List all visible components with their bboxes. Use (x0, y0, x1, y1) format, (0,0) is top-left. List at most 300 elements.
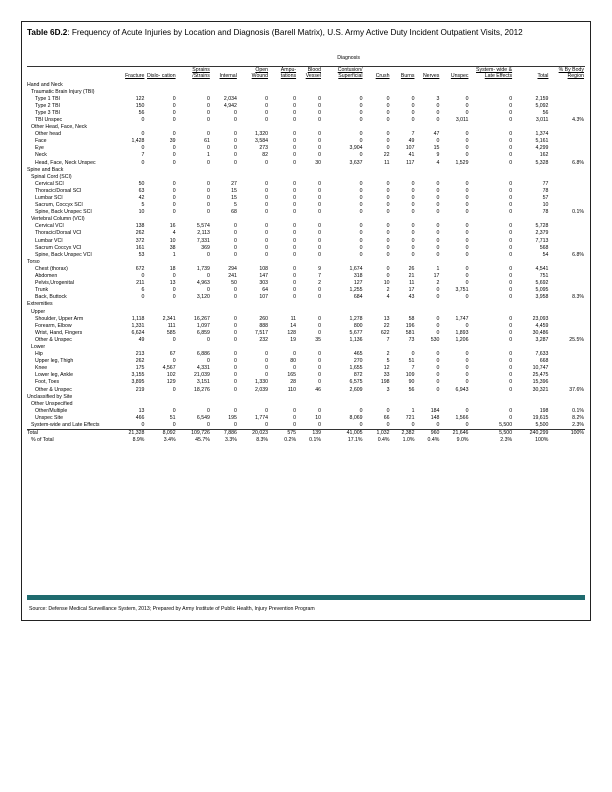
row-label: Foot, Toes (35, 379, 60, 386)
table-cell: 0 (265, 195, 269, 201)
table-cell: 0 (465, 223, 469, 230)
table-cell: 0 (172, 195, 176, 201)
table-cell: 0 (509, 386, 513, 393)
row-label: Forearm, Elbow (35, 322, 72, 329)
column-header: Nerves (422, 73, 440, 80)
table-cell: 0 (359, 407, 363, 414)
table-cell: 0 (386, 265, 390, 272)
table-cell: 5,500 (535, 422, 549, 428)
table-cell (364, 216, 391, 223)
row-label: Thoracic/Dorsal SCI (35, 187, 82, 194)
row-label: Other & Unspec (35, 386, 72, 393)
table-cell: 0 (233, 116, 237, 123)
table-cell: 0 (233, 159, 237, 166)
table-cell: 0 (465, 265, 469, 272)
table-cell: 721 (405, 414, 415, 421)
table-cell: 4 (436, 159, 440, 166)
table-cell: 1,529 (455, 159, 469, 166)
table-cell: 0 (265, 223, 269, 230)
table-cell (177, 89, 211, 96)
table-cell: 0 (436, 422, 440, 428)
table-row (27, 273, 585, 280)
table-cell (549, 245, 585, 252)
table-cell: 78 (542, 187, 549, 194)
row-label: Other Head, Face, Neck (31, 124, 87, 131)
table-cell: 57 (542, 195, 549, 201)
table-cell (469, 301, 513, 308)
table-cell (549, 330, 585, 337)
table-cell: 0 (318, 230, 321, 237)
table-cell: 0 (359, 95, 363, 102)
table-cell: 100% (549, 430, 585, 438)
table-cell: 90 (408, 379, 415, 386)
table-cell (145, 167, 176, 174)
table-cell: 10 (542, 202, 549, 209)
table-cell: 5,574 (196, 223, 210, 230)
row-label: Back, Buttock (35, 294, 67, 301)
table-cell: 184 (430, 407, 440, 414)
column-header: Unspec (450, 73, 469, 80)
row-label: Chest (thorax) (35, 265, 68, 272)
table-cell: 56 (408, 386, 415, 393)
table-cell: 21 (408, 273, 415, 280)
table-cell: 30,486 (532, 329, 549, 336)
table-cell (364, 309, 391, 316)
row-label: Type 3 TBI (35, 109, 60, 116)
table-cell: 0 (141, 131, 145, 138)
table-cell (112, 174, 145, 181)
table-cell: 0 (233, 386, 237, 393)
table-cell: 7,886 (211, 430, 238, 438)
table-cell (549, 124, 585, 131)
table-cell (549, 437, 585, 444)
table-cell: 0 (318, 237, 321, 244)
table-cell: 0 (359, 116, 363, 123)
table-cell: 0 (172, 145, 176, 152)
table-cell (549, 309, 585, 316)
table-cell: 0 (318, 372, 321, 379)
table-cell: 0 (436, 351, 440, 358)
table-cell: 0 (386, 109, 390, 116)
table-cell (513, 394, 549, 401)
table-cell: 2,341 (162, 315, 176, 322)
table-cell: 0 (411, 102, 415, 109)
table-cell: 0 (233, 358, 237, 365)
table-cell: 0 (293, 131, 297, 138)
table-row (27, 301, 585, 308)
table-cell: 0 (465, 145, 469, 152)
table-cell (269, 167, 297, 174)
table-cell: 0 (359, 223, 363, 230)
table-cell: 0 (509, 273, 513, 280)
table-cell: 37.6% (569, 386, 584, 393)
table-cell: 0 (172, 294, 176, 301)
table-cell: 0 (509, 230, 513, 237)
table-cell (322, 167, 364, 174)
table-cell: 0 (411, 180, 415, 187)
table-cell: 0 (318, 422, 321, 428)
table-cell: 0 (265, 95, 269, 102)
table-cell: 0 (436, 315, 440, 322)
table-cell: 4,567 (162, 365, 176, 372)
table-cell: 12 (383, 365, 390, 372)
table-cell: 0 (465, 195, 469, 201)
table-cell: 3,120 (196, 294, 210, 301)
table-row (27, 344, 585, 351)
table-cell (549, 344, 585, 351)
row-label: Other & Unspec (35, 336, 72, 343)
table-cell: 318 (353, 273, 363, 280)
table-cell: 0 (206, 180, 210, 187)
table-cell: 888 (259, 322, 269, 329)
table-cell (238, 216, 269, 223)
table-cell: 1,097 (196, 322, 210, 329)
table-cell: 80 (290, 358, 297, 365)
table-cell: 0 (436, 230, 440, 237)
table-cell: 0 (465, 237, 469, 244)
table-cell (549, 358, 585, 365)
table-cell: 0 (509, 414, 513, 421)
table-cell: 1 (436, 265, 440, 272)
table-cell: 1.0% (402, 437, 415, 444)
table-cell (297, 216, 322, 223)
table-cell (269, 401, 297, 408)
table-cell: 19 (290, 336, 297, 343)
table-cell: 0 (386, 230, 390, 237)
table-cell: 49 (408, 138, 415, 145)
column-header: Dislo- cation (147, 73, 176, 80)
table-cell: 8,069 (349, 414, 363, 421)
table-cell (513, 309, 549, 316)
table-cell (269, 344, 297, 351)
table-cell: 0 (172, 287, 176, 294)
table-cell (513, 401, 549, 408)
table-cell: 0 (436, 365, 440, 372)
table-cell: 19,615 (532, 414, 549, 421)
table-cell: 198 (539, 407, 549, 414)
table-cell: 6,549 (196, 414, 210, 421)
table-cell: 0 (465, 202, 469, 209)
table-row (27, 216, 585, 223)
table-cell: 0 (509, 365, 513, 372)
table-cell (177, 394, 211, 401)
table-cell: 4,942 (223, 102, 237, 109)
table-cell (297, 401, 322, 408)
table-cell: 2 (386, 287, 390, 294)
column-header: Blood Vessel (305, 67, 321, 80)
table-cell (549, 230, 585, 237)
table-cell: 77 (542, 180, 549, 187)
table-cell: 18 (169, 265, 176, 272)
row-label: Spine, Back Unspec SCI (35, 209, 92, 216)
table-row (27, 174, 585, 181)
table-cell: 15 (433, 145, 440, 152)
table-cell (549, 216, 585, 223)
table-cell (322, 174, 364, 181)
table-cell: 3,904 (349, 145, 363, 152)
table-cell (297, 309, 322, 316)
row-label: Type 2 TBI (35, 102, 60, 109)
table-cell: 0 (509, 152, 513, 159)
table-cell: 13 (383, 315, 390, 322)
table-cell: 0 (411, 202, 415, 209)
table-row (27, 209, 585, 216)
table-cell (211, 82, 238, 89)
table-row (27, 372, 585, 379)
table-cell: 0 (436, 251, 440, 258)
table-cell (238, 309, 269, 316)
table-cell (513, 259, 549, 266)
table-cell: 0 (206, 195, 210, 201)
table-cell: 7 (411, 131, 415, 138)
table-cell (112, 82, 145, 89)
table-cell: 0 (233, 145, 237, 152)
table-cell: 2 (386, 351, 390, 358)
table-cell: 0 (411, 223, 415, 230)
table-cell: 0.4% (377, 437, 390, 444)
table-cell: 0 (386, 138, 390, 145)
row-label: Spine and Back (27, 166, 64, 173)
table-body (27, 82, 585, 445)
table-cell: 530 (430, 336, 440, 343)
table-cell: 3 (436, 95, 440, 102)
table-cell: 0 (436, 237, 440, 244)
table-cell: 0 (265, 102, 269, 109)
table-cell: 0 (265, 237, 269, 244)
table-cell: 7,713 (535, 237, 549, 244)
table-cell: 0 (465, 351, 469, 358)
table-cell: 0 (509, 159, 513, 166)
table-cell: 7 (318, 273, 321, 280)
table-cell (469, 344, 513, 351)
table-cell: 0 (465, 322, 469, 329)
table-cell (322, 82, 364, 89)
table-cell: 41 (408, 152, 415, 159)
table-cell: 0 (386, 407, 390, 414)
table-cell: 3,155 (131, 372, 145, 379)
column-header: Open Wound (251, 67, 269, 80)
table-cell: 1 (411, 407, 415, 414)
table-cell: 17 (408, 287, 415, 294)
table-cell: 211 (136, 280, 145, 287)
table-cell: 0 (293, 109, 297, 116)
table-cell: 0 (318, 322, 321, 329)
table-cell: 0 (318, 152, 321, 159)
table-cell: 0 (411, 351, 415, 358)
table-cell (549, 280, 585, 287)
row-label: Unclassified by Site (27, 393, 73, 400)
table-cell: 4,963 (196, 280, 210, 287)
table-cell: 23,093 (532, 315, 549, 322)
table-cell: 3.3% (225, 437, 237, 444)
table-cell: 0 (359, 180, 363, 187)
table-cell: 0 (293, 95, 297, 102)
table-cell: 0 (141, 294, 145, 301)
table-cell (238, 344, 269, 351)
row-label: System-wide and Late Effects (31, 422, 100, 428)
table-cell: 8.3% (256, 437, 269, 444)
row-label: Other/Multiple (35, 407, 68, 414)
table-cell: 0 (465, 379, 469, 386)
table-cell: 0 (386, 202, 390, 209)
table-cell (177, 259, 211, 266)
table-cell (211, 216, 238, 223)
diagnosis-group-row (27, 55, 585, 67)
table-cell: 241 (228, 273, 237, 280)
row-label: Lower leg, Ankle (35, 372, 74, 379)
table-cell: 0 (233, 131, 237, 138)
table-cell: 2,113 (197, 230, 210, 237)
table-cell: 0 (465, 138, 469, 145)
table-cell: 0 (465, 187, 469, 194)
table-row (27, 89, 585, 96)
table-cell: 466 (135, 414, 145, 421)
table-cell: 0 (233, 294, 237, 301)
table-cell: 0 (293, 180, 297, 187)
table-cell (549, 167, 585, 174)
table-cell: 0 (141, 116, 145, 123)
table-cell: 684 (353, 294, 363, 301)
table-cell (415, 82, 440, 89)
table-cell: 0 (293, 422, 297, 428)
row-label: Sacrum Coccyx VCI (35, 244, 82, 251)
table-cell: 0 (265, 187, 269, 194)
table-cell: 5,092 (535, 102, 549, 109)
table-cell: 273 (259, 145, 269, 152)
table-cell: 0 (359, 131, 363, 138)
table-cell (177, 401, 211, 408)
table-cell (211, 174, 238, 181)
table-cell: 581 (405, 329, 415, 336)
row-label: Knee (35, 365, 48, 372)
table-row (27, 422, 585, 430)
table-cell: 10 (383, 280, 390, 287)
table-cell: 1,320 (255, 131, 269, 138)
table-cell: 0 (436, 386, 440, 393)
table-cell: 872 (353, 372, 363, 379)
table-cell (415, 216, 440, 223)
table-cell: 800 (353, 322, 363, 329)
table-cell (549, 188, 585, 195)
table-cell: 0 (436, 329, 440, 336)
table-cell (145, 301, 176, 308)
table-cell: 0 (436, 372, 440, 379)
table-cell: 0 (465, 180, 469, 187)
table-cell (469, 82, 513, 89)
table-cell: 0 (233, 372, 237, 379)
table-cell: 0 (359, 195, 363, 201)
table-row (27, 323, 585, 330)
table-cell (549, 372, 585, 379)
table-cell: 61 (204, 138, 210, 145)
table-cell: 128 (287, 329, 297, 336)
table-cell: 1,136 (349, 336, 363, 343)
table-cell (269, 89, 297, 96)
table-cell (391, 259, 416, 266)
table-cell: 1,774 (255, 414, 269, 421)
table-cell: 0 (172, 187, 176, 194)
table-cell: 0 (172, 209, 176, 216)
table-cell: 0 (359, 251, 363, 258)
table-cell: 4,331 (196, 365, 210, 372)
table-cell: 108 (259, 265, 269, 272)
table-cell: 16 (169, 223, 176, 230)
table-cell (297, 301, 322, 308)
table-cell: 0 (465, 422, 469, 428)
source-footnote: Source: Defense Medical Surveillance System, 2013; Prepared by Army Institute of Public Health, Injury Prevention Program (29, 606, 315, 612)
table-cell: 7,331 (196, 237, 210, 244)
table-cell: 198 (380, 379, 390, 386)
table-cell: 0 (265, 351, 269, 358)
table-cell: 240,299 (513, 430, 549, 438)
table-row (27, 181, 585, 188)
table-cell: 0 (293, 116, 297, 123)
table-cell: 0 (465, 280, 469, 287)
table-cell: 0 (206, 116, 210, 123)
table-cell (364, 174, 391, 181)
table-cell: 0 (509, 223, 513, 230)
column-header: System- wide & Late Effects (476, 67, 513, 80)
table-cell: 0 (265, 230, 269, 237)
table-cell: 0 (293, 187, 297, 194)
table-cell (211, 394, 238, 401)
table-cell (364, 344, 391, 351)
table-cell (238, 401, 269, 408)
row-label: Cervical VCI (35, 223, 64, 230)
table-cell: 9 (436, 152, 440, 159)
table-cell: 0 (293, 145, 297, 152)
table-cell: 195 (228, 414, 237, 421)
table-cell: 3,584 (255, 138, 269, 145)
table-cell (549, 82, 585, 89)
table-cell: 0 (293, 202, 297, 209)
table-cell (322, 216, 364, 223)
table-cell (211, 344, 238, 351)
table-cell: 1,428 (131, 138, 145, 145)
table-cell: 0 (386, 273, 390, 280)
table-cell: 0 (359, 230, 363, 237)
table-cell (145, 174, 176, 181)
table-cell (112, 344, 145, 351)
table-cell: 0 (318, 102, 321, 109)
table-cell: 49 (138, 336, 145, 343)
table-cell: 138 (135, 223, 145, 230)
table-cell: 0 (206, 273, 210, 280)
table-cell: 0 (359, 237, 363, 244)
table-cell: 0 (411, 422, 415, 428)
table-cell: 0 (318, 351, 321, 358)
table-cell: 56 (542, 109, 549, 116)
table-cell: 1 (172, 251, 176, 258)
table-cell: 10 (315, 414, 321, 421)
table-cell: 0 (436, 379, 440, 386)
table-cell (322, 124, 364, 131)
table-cell (269, 82, 297, 89)
table-cell: 0 (411, 187, 415, 194)
table-cell: 0 (293, 251, 297, 258)
table-cell: 6.8% (572, 159, 584, 166)
table-cell (322, 344, 364, 351)
table-cell (391, 167, 416, 174)
table-cell: 0 (293, 195, 297, 201)
table-cell: 15 (231, 195, 237, 201)
table-row (27, 287, 585, 294)
table-cell: 0 (265, 209, 269, 216)
table-title (27, 28, 587, 37)
table-cell: 2.3% (572, 422, 584, 428)
row-label: Eye (35, 145, 44, 152)
table-cell: 6 (141, 287, 145, 294)
